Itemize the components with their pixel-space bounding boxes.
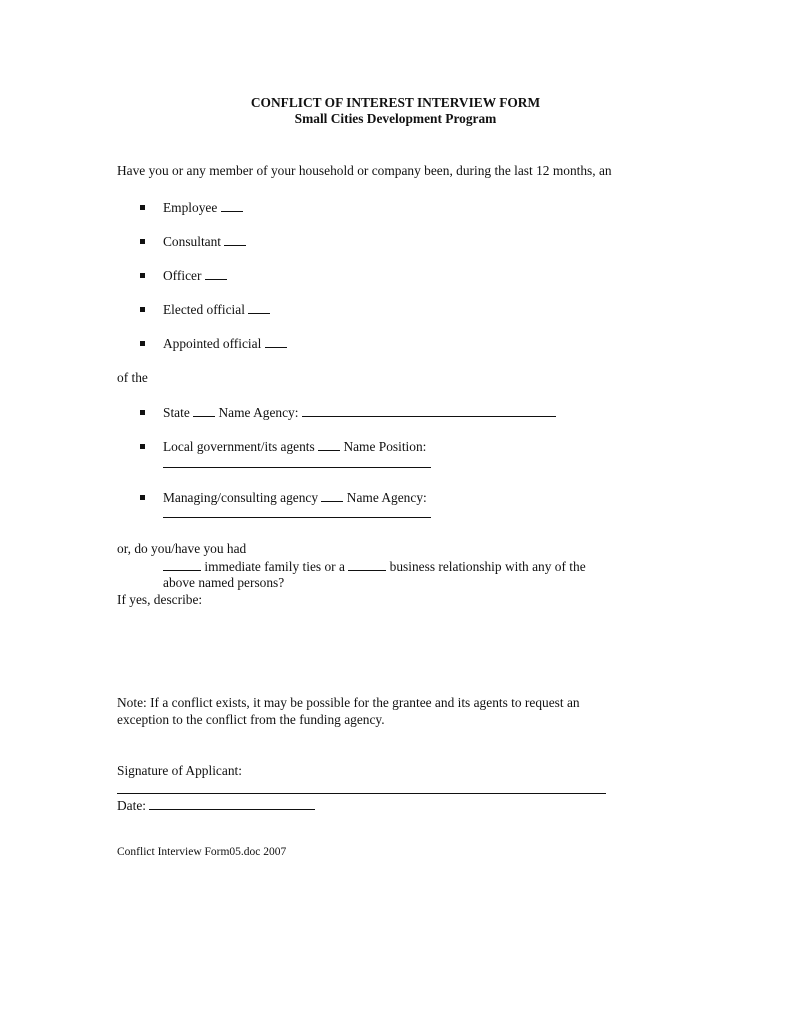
intro-text: Have you or any member of your household or company been, during the last 12 months, an bbox=[117, 163, 612, 178]
role-appointed-official-blank[interactable] bbox=[265, 335, 287, 348]
date-row bbox=[117, 797, 315, 814]
bullet-icon bbox=[140, 341, 145, 346]
footer-text: Conflict Interview Form05.doc 2007 bbox=[117, 846, 287, 858]
role-label: Elected official bbox=[163, 302, 245, 317]
family-ties-blank[interactable] bbox=[163, 558, 201, 571]
managing-agency-name-field[interactable] bbox=[163, 517, 431, 518]
date-label: Date: bbox=[117, 798, 146, 813]
form-subtitle: Small Cities Development Program bbox=[294, 111, 497, 126]
bullet-icon bbox=[140, 410, 145, 415]
entity-field-label: Name Agency: bbox=[346, 490, 427, 505]
entity-state-blank[interactable] bbox=[193, 404, 215, 417]
question-line bbox=[163, 558, 586, 575]
signature-label: Signature of Applicant: bbox=[117, 763, 242, 778]
entity-field-label: Name Agency: bbox=[218, 405, 299, 420]
form-title: CONFLICT OF INTEREST INTERVIEW FORM bbox=[250, 95, 541, 110]
bullet-icon bbox=[140, 205, 145, 210]
business-relationship-blank[interactable] bbox=[348, 558, 386, 571]
role-consultant-blank[interactable] bbox=[224, 233, 246, 246]
of-the-text: of the bbox=[117, 370, 148, 385]
role-employee-blank[interactable] bbox=[221, 199, 243, 212]
role-officer-blank[interactable] bbox=[205, 267, 227, 280]
question-part3: above named persons? bbox=[163, 575, 285, 590]
role-label: Employee bbox=[163, 200, 218, 215]
bullet-icon bbox=[140, 273, 145, 278]
entity-field-label: Name Position: bbox=[343, 439, 427, 454]
entity-label: Local government/its agents bbox=[163, 439, 315, 454]
role-label: Appointed official bbox=[163, 336, 262, 351]
entity-label: Managing/consulting agency bbox=[163, 490, 319, 505]
question-part2: business relationship with any of the bbox=[389, 559, 586, 574]
state-agency-name-field[interactable] bbox=[302, 404, 556, 417]
note-line-2: exception to the conflict from the funding agency. bbox=[117, 712, 385, 727]
role-label: Officer bbox=[163, 268, 202, 283]
question-part1: immediate family ties or a bbox=[204, 559, 345, 574]
entity-local-government-blank[interactable] bbox=[318, 438, 340, 451]
local-government-position-field[interactable] bbox=[163, 467, 431, 468]
signature-field[interactable] bbox=[117, 793, 606, 794]
bullet-icon bbox=[140, 495, 145, 500]
bullet-icon bbox=[140, 444, 145, 449]
note-line-1: Note: If a conflict exists, it may be possible for the grantee and its agents to request an bbox=[117, 695, 580, 710]
role-elected-official-blank[interactable] bbox=[248, 301, 270, 314]
if-yes-describe-label: If yes, describe: bbox=[117, 592, 203, 607]
bullet-icon bbox=[140, 307, 145, 312]
bullet-icon bbox=[140, 239, 145, 244]
date-field[interactable] bbox=[149, 797, 315, 810]
entity-label: State bbox=[163, 405, 190, 420]
question-lead: or, do you/have you had bbox=[117, 541, 247, 556]
entity-managing-agency-blank[interactable] bbox=[321, 489, 343, 502]
role-label: Consultant bbox=[163, 234, 222, 249]
